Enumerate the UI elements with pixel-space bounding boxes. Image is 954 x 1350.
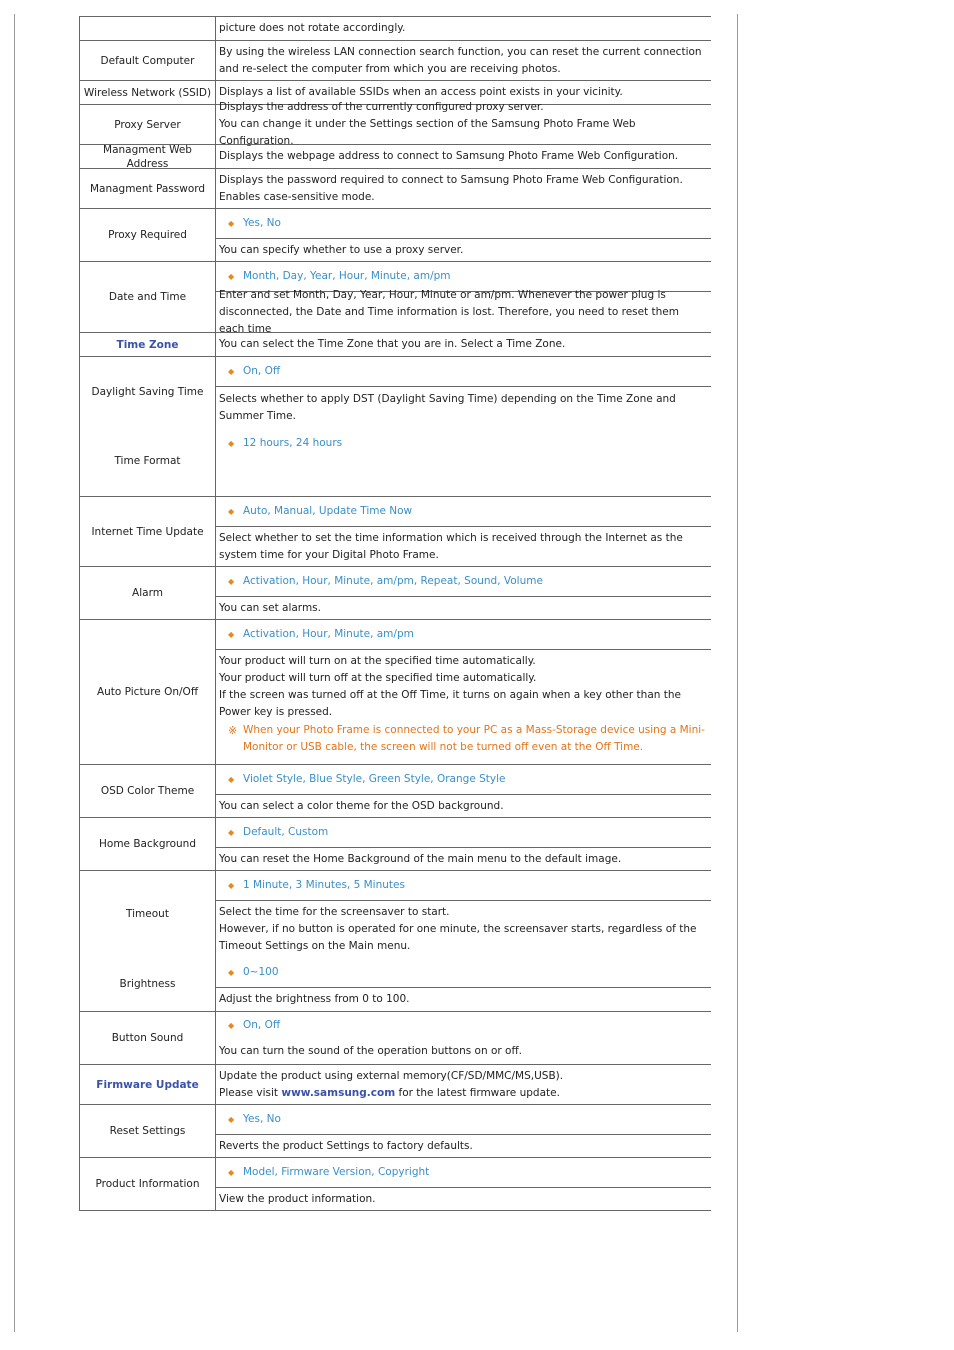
description-text: By using the wireless LAN connection search function, you can reset the current connection and re-select the computer from which you are receiving photos.	[219, 45, 702, 75]
row-description	[216, 526, 711, 566]
option-text: Violet Style, Blue Style, Green Style, Orange Style	[243, 773, 506, 785]
row-label: OSD Color Theme	[80, 764, 216, 817]
description-text: Reverts the product Settings to factory defaults.	[219, 1139, 473, 1152]
row-label: Internet Time Update	[80, 496, 216, 566]
diamond-bullet-icon: ◆	[228, 1021, 235, 1030]
row-label: Alarm	[80, 566, 216, 619]
firmware-update-link[interactable]: Firmware Update	[80, 1064, 216, 1104]
description-text: You can set alarms.	[219, 601, 321, 614]
row-label: Proxy Server	[80, 104, 216, 144]
description-text: Selects whether to apply DST (Daylight Saving Time) depending on the Time Zone and Summer Time.	[219, 393, 676, 422]
row-content	[216, 261, 711, 335]
option-line	[219, 964, 707, 981]
description-text: Displays the address of the currently configured proxy server.	[219, 101, 544, 113]
row-description	[216, 1064, 711, 1104]
row-content	[216, 356, 711, 496]
row-content	[216, 496, 711, 566]
row-content	[216, 817, 711, 870]
note-mark-icon: ※	[228, 724, 238, 737]
option-text: Month, Day, Year, Hour, Minute, am/pm	[243, 270, 451, 282]
option-line	[216, 208, 711, 238]
settings-table	[79, 16, 711, 1211]
row-description	[216, 386, 711, 496]
description-text: Adjust the brightness from 0 to 100.	[219, 993, 410, 1005]
row-description	[216, 288, 711, 335]
row-label: Default Computer	[80, 40, 216, 80]
row-description	[216, 649, 711, 764]
row-description	[216, 101, 711, 147]
page-right-border	[737, 14, 738, 1332]
page-left-border	[14, 14, 15, 1332]
row-label: Managment Password	[80, 168, 216, 208]
option-line	[216, 1157, 711, 1187]
row-content	[216, 1011, 711, 1064]
option-text: 0~100	[243, 966, 279, 978]
option-text: Activation, Hour, Minute, am/pm, Repeat, Sound, Volume	[243, 575, 543, 587]
option-line	[216, 566, 711, 596]
description-text: Your product will turn off at the specified time automatically.	[219, 672, 537, 684]
description-text: View the product information.	[219, 1192, 376, 1205]
time-zone-link[interactable]: Time Zone	[80, 332, 216, 356]
row-description	[216, 40, 711, 80]
description-text: Your product will turn on at the specified time automatically.	[219, 655, 536, 667]
row-description	[216, 794, 711, 817]
warning-note	[219, 722, 707, 756]
option-text: Activation, Hour, Minute, am/pm	[243, 628, 414, 640]
option-line	[216, 496, 711, 526]
row-label-group	[80, 356, 216, 496]
diamond-bullet-icon: ◆	[228, 775, 235, 784]
description-text: Displays a list of available SSIDs when an access point exists in your vicinity.	[219, 86, 623, 98]
option-text: Yes, No	[243, 217, 281, 229]
description-text	[219, 1085, 707, 1102]
diamond-bullet-icon: ◆	[228, 507, 235, 516]
row-content	[216, 566, 711, 619]
description-text: Displays the password required to connect to Samsung Photo Frame Web Configuration.	[219, 173, 683, 186]
option-line	[216, 870, 711, 900]
option-text: On, Off	[243, 365, 281, 377]
row-description	[216, 987, 711, 1011]
option-line	[216, 1104, 711, 1134]
option-line	[219, 1017, 707, 1034]
row-label: Product Information	[80, 1157, 216, 1210]
row-label: Reset Settings	[80, 1104, 216, 1157]
row-label: Wireless Network (SSID)	[80, 80, 216, 104]
description-text: You can turn the sound of the operation buttons on or off.	[219, 1045, 523, 1057]
option-text: Model, Firmware Version, Copyright	[243, 1166, 430, 1178]
description-text: You can specify whether to use a proxy server.	[219, 243, 464, 256]
row-label: Time Format	[114, 455, 181, 468]
row-label: Date and Time	[80, 261, 216, 332]
diamond-bullet-icon: ◆	[228, 1168, 235, 1177]
samsung-website-link[interactable]: www.samsung.com	[281, 1086, 396, 1099]
description-text: You can select a color theme for the OSD background.	[219, 799, 504, 812]
option-line	[216, 619, 711, 649]
diamond-bullet-icon: ◆	[228, 630, 235, 639]
row-description	[216, 1134, 711, 1157]
row-label-group	[80, 870, 216, 1011]
row-label: Button Sound	[80, 1011, 216, 1064]
description-text: Update the product using external memory(CF/SD/MMC/MS,USB).	[219, 1069, 564, 1082]
diamond-bullet-icon: ◆	[228, 219, 235, 228]
option-line	[216, 764, 711, 794]
row-description	[216, 16, 711, 40]
description-text: Select the time for the screensaver to start.	[219, 906, 450, 918]
row-description	[216, 847, 711, 870]
row-description	[216, 1187, 711, 1210]
diamond-bullet-icon: ◆	[228, 881, 235, 890]
row-description	[216, 332, 711, 356]
description-text: If the screen was turned off at the Off Time, it turns on again when a key other than the Power key is pressed.	[219, 689, 681, 718]
row-description	[216, 168, 711, 208]
row-content	[216, 764, 711, 817]
option-text: Yes, No	[243, 1113, 281, 1125]
description-text: Enter and set Month, Day, Year, Hour, Minute or am/pm. Whenever the power plug is disconnected, the Date and Time information is lost. Therefore, you need to reset them each time	[219, 288, 680, 335]
option-text: 1 Minute, 3 Minutes, 5 Minutes	[243, 879, 405, 891]
option-text: Auto, Manual, Update Time Now	[243, 505, 413, 517]
description-text: Enables case-sensitive mode.	[219, 190, 375, 203]
diamond-bullet-icon: ◆	[228, 1115, 235, 1124]
description-text: However, if no button is operated for one minute, the screensaver starts, regardless of the Timeout Settings on the Main menu.	[219, 923, 697, 952]
row-label: Timeout	[126, 908, 169, 921]
description-text: picture does not rotate accordingly.	[219, 22, 406, 34]
row-label: Daylight Saving Time	[91, 385, 204, 398]
text-prefix: Please visit	[219, 1086, 282, 1099]
row-description	[216, 238, 711, 261]
diamond-bullet-icon: ◆	[228, 577, 235, 586]
row-content	[216, 619, 711, 764]
note-text: When your Photo Frame is connected to your PC as a Mass-Storage device using a Mini-Monitor or USB cable, the screen will not be turned off even at the Off Time.	[243, 724, 705, 753]
diamond-bullet-icon: ◆	[228, 968, 235, 977]
row-content	[216, 1104, 711, 1157]
row-description	[216, 900, 711, 987]
row-label: Brightness	[119, 978, 176, 991]
option-text: 12 hours, 24 hours	[243, 437, 343, 449]
option-line	[216, 356, 711, 386]
option-line	[219, 435, 707, 452]
diamond-bullet-icon: ◆	[228, 272, 235, 281]
diamond-bullet-icon: ◆	[228, 439, 235, 448]
text-suffix: for the latest firmware update.	[395, 1086, 560, 1099]
row-content	[216, 870, 711, 1011]
row-description	[216, 596, 711, 619]
description-text: You can change it under the Settings section of the Samsung Photo Frame Web Configuration.	[219, 118, 636, 147]
description-text: You can select the Time Zone that you are in. Select a Time Zone.	[219, 338, 566, 350]
diamond-bullet-icon: ◆	[228, 828, 235, 837]
row-label: Managment Web Address	[80, 144, 216, 168]
option-line	[216, 817, 711, 847]
row-label: Home Background	[80, 817, 216, 870]
option-text: On, Off	[243, 1019, 281, 1031]
row-label: Proxy Required	[80, 208, 216, 261]
row-content	[216, 1157, 711, 1210]
description-text: Select whether to set the time information which is received through the Internet as the system time for your Digital Photo Frame.	[219, 531, 683, 561]
description-text: Displays the webpage address to connect to Samsung Photo Frame Web Configuration.	[219, 150, 679, 162]
option-text: Default, Custom	[243, 826, 329, 838]
row-label-empty	[80, 16, 216, 40]
row-description	[216, 1011, 711, 1064]
diamond-bullet-icon: ◆	[228, 367, 235, 376]
row-label: Auto Picture On/Off	[80, 619, 216, 764]
row-description	[216, 144, 711, 168]
description-text: You can reset the Home Background of the main menu to the default image.	[219, 852, 622, 865]
row-content	[216, 208, 711, 261]
